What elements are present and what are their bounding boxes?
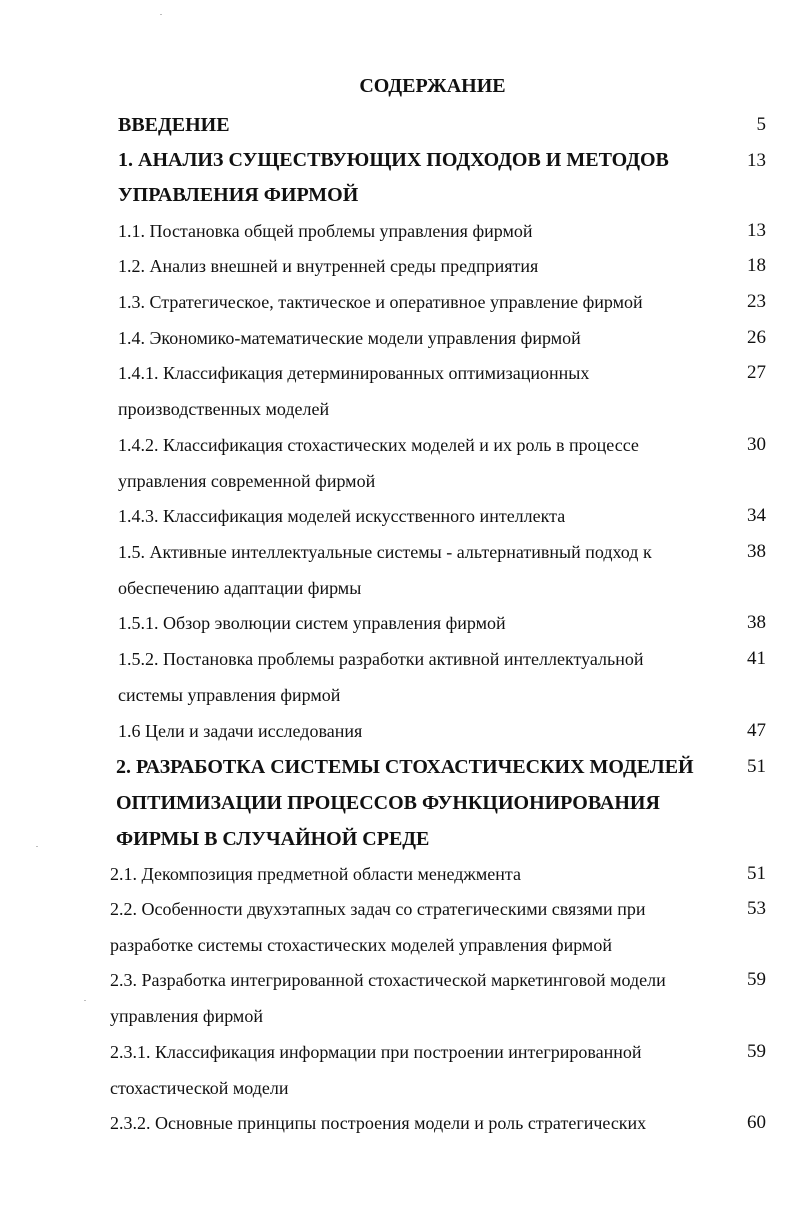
toc-entry-text: 1.5. Активные интеллектуальные системы - альтернативный подход к [118, 542, 652, 562]
toc-entry-text: 1.4. Экономико-математические модели управления фирмой [118, 328, 581, 348]
toc-entry [118, 213, 778, 249]
toc-entry-text: ОПТИМИЗАЦИИ ПРОЦЕССОВ ФУНКЦИОНИРОВАНИЯ [116, 792, 660, 814]
toc-page-number: 34 [747, 505, 766, 526]
toc-page-number: 30 [747, 434, 766, 455]
toc-entry-text: 1.1. Постановка общей проблемы управления фирмой [118, 221, 533, 241]
toc-entry [118, 248, 778, 284]
toc-entry-text: УПРАВЛЕНИЯ ФИРМОЙ [118, 184, 359, 206]
toc-page-number: 13 [747, 150, 766, 171]
toc-entry-text: 2.3.1. Классификация информации при построении интегрированной [110, 1042, 642, 1062]
toc-entry [118, 605, 778, 641]
toc-entry-text: производственных моделей [118, 399, 330, 419]
toc-entry-text: ФИРМЫ В СЛУЧАЙНОЙ СРЕДЕ [116, 828, 430, 850]
scan-speck [36, 846, 38, 847]
toc-entry-text: управления фирмой [110, 1006, 263, 1026]
toc-entry [118, 427, 778, 499]
toc-entry [110, 1105, 770, 1141]
toc-entry [118, 498, 778, 534]
toc-page-number: 38 [747, 541, 766, 562]
toc-page-number: 47 [747, 720, 766, 741]
toc-entry [118, 284, 778, 320]
toc-entry-text: 2.3. Разработка интегрированной стохастической маркетинговой модели [110, 970, 666, 990]
toc-entry-text: 1.4.2. Классификация стохастических моделей и их роль в процессе [118, 435, 639, 455]
toc-entry [118, 713, 778, 749]
toc-entry-text: 1.4.1. Классификация детерминированных оптимизационных [118, 363, 590, 383]
toc-page-number: 41 [747, 648, 766, 669]
toc-entry-text: 1.5.1. Обзор эволюции систем управления фирмой [118, 613, 506, 633]
toc-entry-text: 1. АНАЛИЗ СУЩЕСТВУЮЩИХ ПОДХОДОВ И МЕТОДОВ [118, 149, 669, 171]
toc-entry [118, 641, 778, 713]
toc-entry-text: 1.5.2. Постановка проблемы разработки активной интеллектуальной [118, 649, 644, 669]
toc-entry [118, 320, 778, 356]
toc-entry-text: 2.1. Декомпозиция предметной области менеджмента [110, 864, 521, 884]
toc-page-number: 53 [747, 898, 766, 919]
toc-page-number: 51 [747, 863, 766, 884]
toc-page-number: 23 [747, 291, 766, 312]
toc-page-number: 27 [747, 362, 766, 383]
toc-page-number: 38 [747, 612, 766, 633]
toc-entry-text: 1.2. Анализ внешней и внутренней среды предприятия [118, 256, 539, 276]
toc-page-number: 60 [747, 1112, 766, 1133]
toc-entry [110, 891, 770, 963]
toc-entry-text: обеспечению адаптации фирмы [118, 578, 362, 598]
toc-entry-text: 2. РАЗРАБОТКА СИСТЕМЫ СТОХАСТИЧЕСКИХ МОДЕЛЕЙ [116, 756, 694, 778]
toc-entry [110, 962, 770, 1034]
toc-entry-text: 2.2. Особенности двухэтапных задач со стратегическими связями при [110, 899, 646, 919]
scan-speck [84, 1000, 86, 1001]
toc-page-number: 59 [747, 969, 766, 990]
toc-page-number: 51 [747, 756, 766, 777]
toc-entry [116, 749, 776, 857]
scan-speck [160, 14, 162, 15]
toc-page-number: 26 [747, 327, 766, 348]
toc-entry-text: 1.6 Цели и задачи исследования [118, 721, 363, 741]
toc-entry [118, 355, 778, 427]
toc-page-number: 5 [756, 114, 766, 135]
toc-entry-text: 2.3.2. Основные принципы построения модели и роль стратегических [110, 1113, 647, 1133]
page-title: СОДЕРЖАНИЕ [359, 75, 506, 97]
toc-entry-text: 1.4.3. Классификация моделей искусственного интеллекта [118, 506, 566, 526]
toc-entry [118, 143, 778, 213]
toc-entry [110, 1034, 770, 1106]
toc-entry-text: 1.3. Стратегическое, тактическое и оперативное управление фирмой [118, 292, 643, 312]
toc-entry [110, 856, 770, 892]
toc-entry [118, 534, 778, 606]
toc-entry-text: ВВЕДЕНИЕ [118, 114, 230, 136]
toc-entry-text: системы управления фирмой [118, 685, 341, 705]
toc-entry-text: управления современной фирмой [118, 471, 376, 491]
toc-page-number: 13 [747, 220, 766, 241]
toc-entry [118, 108, 778, 142]
toc-page-number: 59 [747, 1041, 766, 1062]
toc-page-number: 18 [747, 255, 766, 276]
toc-entry-text: стохастической модели [110, 1078, 289, 1098]
toc-entry-text: разработке системы стохастических моделей управления фирмой [110, 935, 612, 955]
